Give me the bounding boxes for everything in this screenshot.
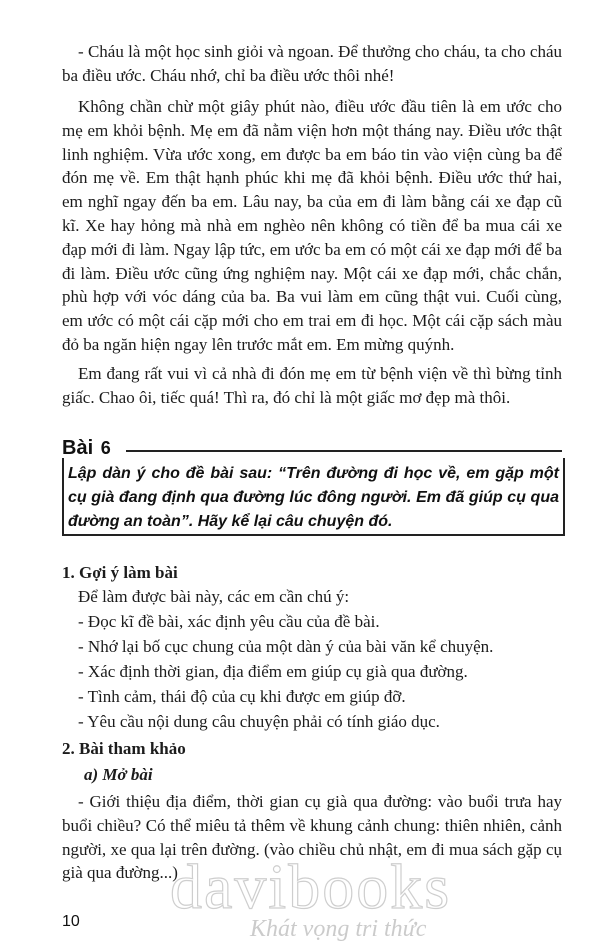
page-number: 10 bbox=[62, 913, 80, 930]
section-heading-hints: 1. Gợi ý làm bài bbox=[62, 563, 178, 582]
hints-intro: Để làm được bài này, các em cần chú ý: bbox=[78, 587, 350, 606]
hint-item: - Tình cảm, thái độ của cụ khi được em giúp đỡ. bbox=[78, 687, 406, 706]
exercise-label bbox=[62, 436, 111, 460]
watermark-tagline: Khát vọng tri thức bbox=[250, 916, 427, 942]
hint-item: - Yêu cầu nội dung câu chuyện phải có tính giáo dục. bbox=[78, 712, 440, 731]
watermark-brand: davibooks bbox=[170, 851, 452, 922]
paragraph-ending: Em đang rất vui vì cả nhà đi đón mẹ em từ bệnh viện về thì bừng tỉnh giấc. Chao ôi, tiếc quá! Thì ra, đó chỉ là một giấc mơ đẹp mà thôi. bbox=[62, 364, 562, 407]
hint-item: - Đọc kĩ đề bài, xác định yêu cầu của đề bài. bbox=[78, 612, 380, 631]
hint-item: - Xác định thời gian, địa điểm em giúp cụ già qua đường. bbox=[78, 662, 468, 681]
paragraph-intro-outline: - Giới thiệu địa điểm, thời gian cụ già qua đường: vào buổi trưa hay buổi chiều? Có thể miêu tả thêm về khung cảnh chung: thiên nhiên, cảnh người, xe qua lại trên đường. (vào chiều chủ nhật, em đi mua sách gặp cụ già qua đường...) bbox=[62, 792, 562, 883]
subheading-intro: a) Mở bài bbox=[84, 765, 153, 784]
section-heading-reference: 2. Bài tham khảo bbox=[62, 739, 186, 758]
paragraph-wishes: Không chần chừ một giây phút nào, điều ước đầu tiên là em ước cho mẹ em khỏi bệnh. Mẹ em đã nằm viện hơn một tháng nay. Điều ước thật linh nghiệm. Vừa ước xong, em được ba em báo tin vào viện cùng ba để đón mẹ về. Em thật hạnh phúc khi mẹ đã khỏi bệnh. Điều ước thứ hai, em nghĩ ngay đến ba em. Lâu nay, ba của em đi làm bằng cái xe đạp cũ kĩ. Xe hay hỏng mà nhà em nghèo nên không có tiền để ba mua cái xe đạp mới đi làm. Ngay lập tức, em ước ba em có một cái xe đạp mới để ba đi làm. Điều ước cũng ứng nghiệm nay. Một cái xe đạp mới, chắc chắn, phù hợp với vóc dáng của ba. Ba vui làm em cũng thật vui. Cuối cùng, em ước có một cái cặp mới cho em trai em đi học. Một cái cặp sách màu đỏ ba ngăn hiện ngay lên trước mắt em. Em mừng quýnh. bbox=[62, 97, 562, 354]
hint-item: - Nhớ lại bố cục chung của một dàn ý của bài văn kể chuyện. bbox=[78, 637, 494, 656]
exercise-number: 6 bbox=[100, 438, 111, 458]
exercise-header-rule bbox=[126, 450, 562, 452]
exercise-label-text: Bài bbox=[62, 437, 94, 459]
exercise-prompt-box: Lập dàn ý cho đề bài sau: “Trên đường đi học về, em gặp một cụ già đang định qua đường lúc đông người. Em đã giúp cụ qua đường an toàn”. Hãy kể lại câu chuyện đó. bbox=[62, 458, 565, 536]
paragraph-dialogue: - Cháu là một học sinh giỏi và ngoan. Để thưởng cho cháu, ta cho cháu ba điều ước. Cháu nhớ, chỉ ba điều ước thôi nhé! bbox=[62, 42, 562, 85]
